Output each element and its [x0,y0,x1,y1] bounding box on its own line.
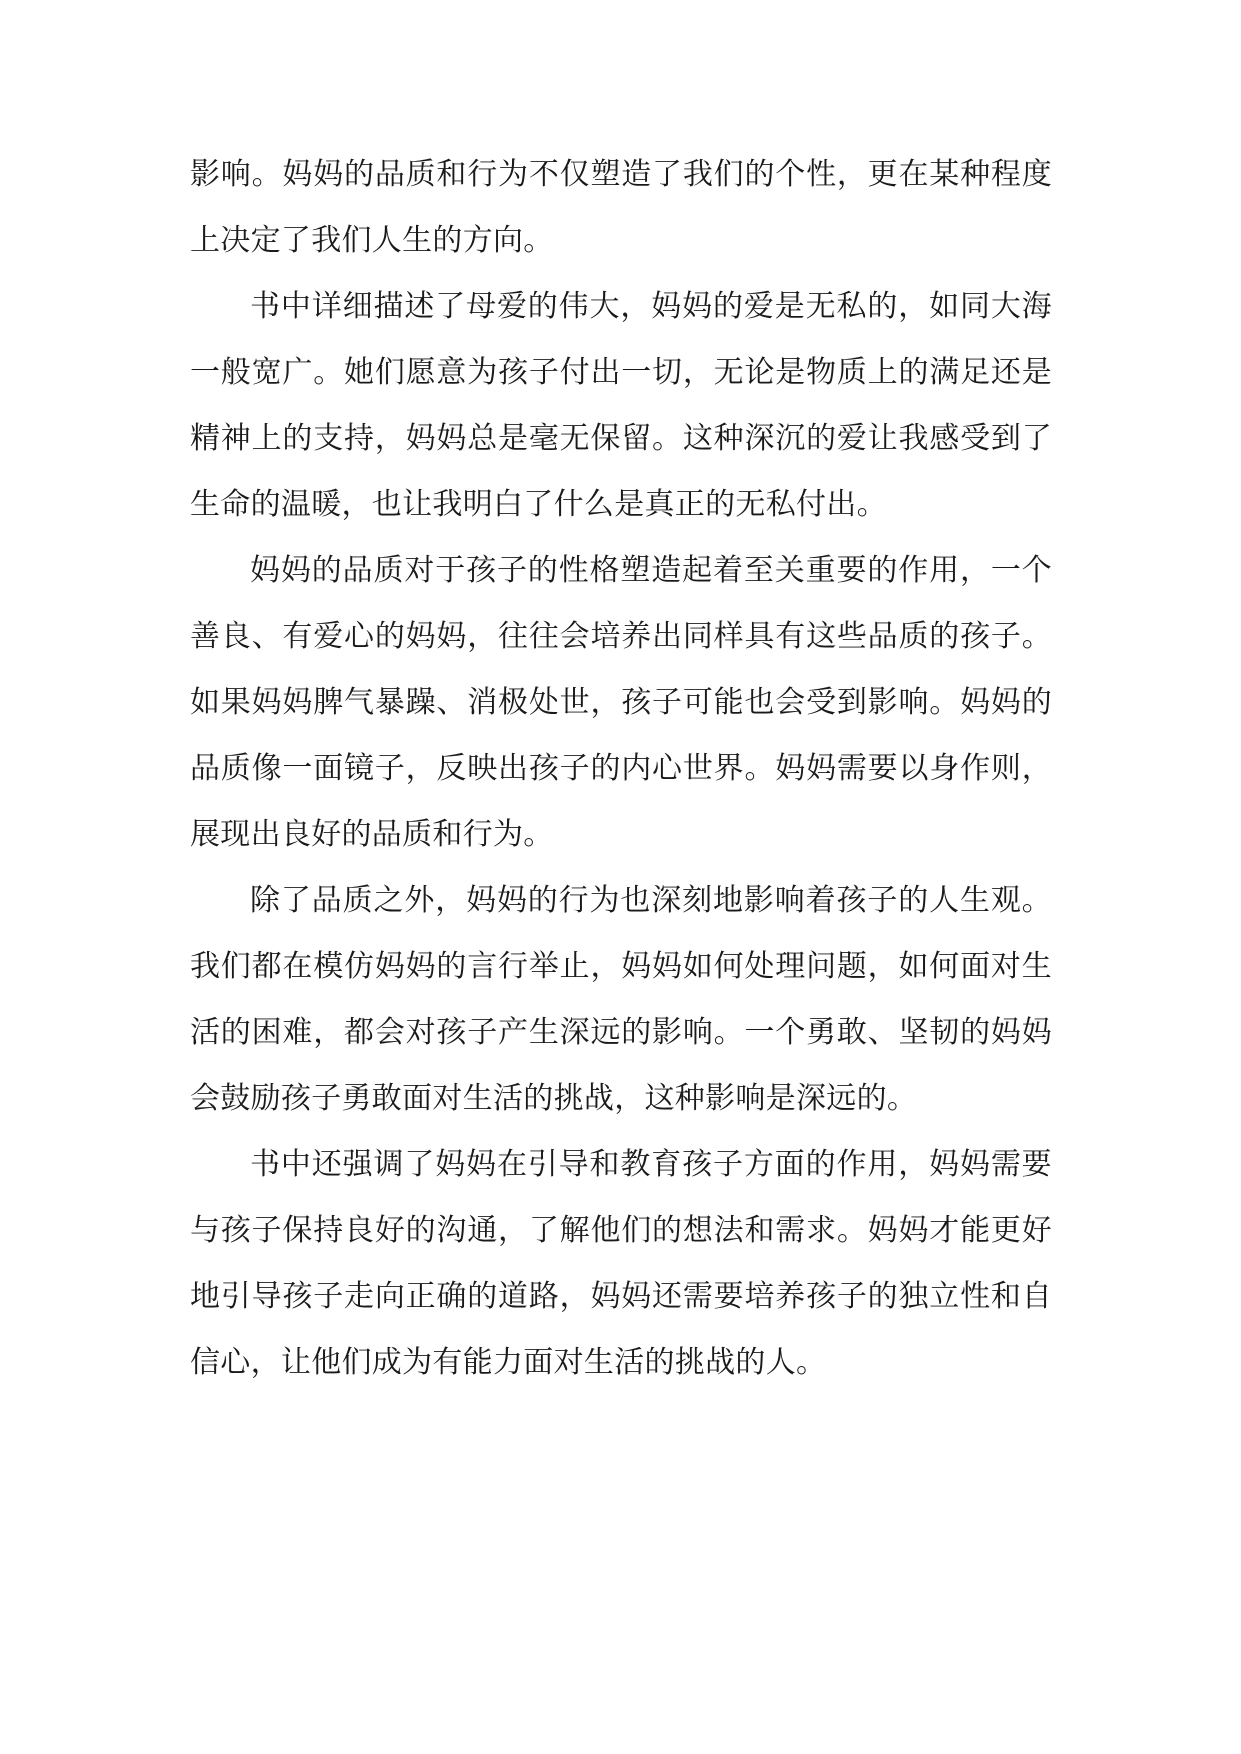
paragraph-mother-qualities: 妈妈的品质对于孩子的性格塑造起着至关重要的作用，一个善良、有爱心的妈妈，往往会培养出同样具有这些品质的孩子。如果妈妈脾气暴躁、消极处世，孩子可能也会受到影响。妈妈的品质像一面镜子，反映出孩子的内心世界。妈妈需要以身作则，展现出良好的品质和行为。 [190,553,1052,852]
paragraph-maternal-love: 书中详细描述了母爱的伟大，妈妈的爱是无私的，如同大海一般宽广。她们愿意为孩子付出一切，无论是物质上的满足还是精神上的支持，妈妈总是毫无保留。这种深沉的爱让我感受到了生命的温暖，也让我明白了什么是真正的无私付出。 [190,289,1052,522]
paragraph-mother-behavior: 除了品质之外，妈妈的行为也深刻地影响着孩子的人生观。我们都在模仿妈妈的言行举止，妈妈如何处理问题，如何面对生活的困难，都会对孩子产生深远的影响。一个勇敢、坚韧的妈妈会鼓励孩子勇敢面对生活的挑战，这种影响是深远的。 [190,883,1052,1116]
body-text [190,142,1052,1396]
paragraph-guidance-education: 书中还强调了妈妈在引导和教育孩子方面的作用，妈妈需要与孩子保持良好的沟通，了解他们的想法和需求。妈妈才能更好地引导孩子走向正确的道路，妈妈还需要培养孩子的独立性和自信心，让他们成为有能力面对生活的挑战的人。 [190,1147,1052,1380]
paragraph-continued: 影响。妈妈的品质和行为不仅塑造了我们的个性，更在某种程度上决定了我们人生的方向。 [190,157,1052,258]
